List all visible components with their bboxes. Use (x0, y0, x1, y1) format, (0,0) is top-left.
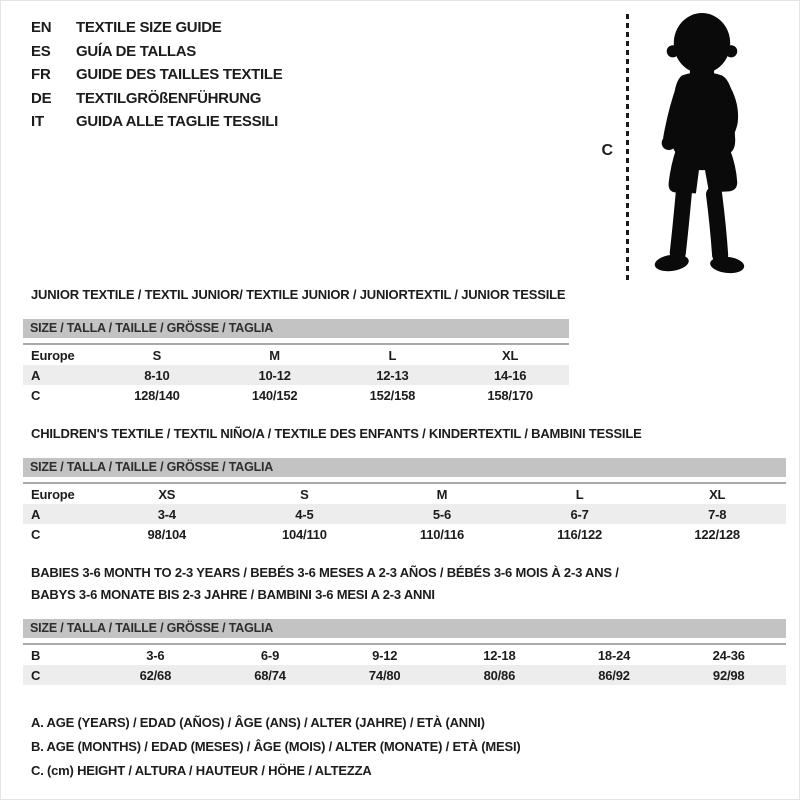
row-label: Europe (31, 486, 75, 502)
row-label: A (31, 506, 41, 522)
language-title: TEXTILGRÖßENFÜHRUNG (76, 89, 262, 107)
toddler-silhouette-icon (641, 9, 769, 281)
height-dashed-line (626, 14, 629, 280)
table-row (23, 385, 569, 405)
row-label: B (31, 647, 41, 663)
size-cell: 92/98 (712, 667, 745, 683)
size-cell: 6-9 (260, 647, 280, 663)
size-cell: 14-16 (494, 367, 527, 383)
size-table (23, 643, 786, 685)
table-row (23, 665, 786, 685)
size-cell: 158/170 (487, 387, 533, 403)
section-heading-line2: BABYS 3-6 MONATE BIS 2-3 JAHRE / BAMBINI 3-6 MESI A 2-3 ANNI (31, 587, 435, 602)
language-code: DE (31, 89, 52, 107)
size-cell: 98/104 (147, 526, 187, 542)
row-label: C (31, 667, 41, 683)
section-junior-textile (23, 287, 569, 405)
size-cell: 8-10 (144, 367, 170, 383)
size-cell: 4-5 (295, 506, 314, 522)
size-cell: 128/140 (134, 387, 180, 403)
size-cell: M (269, 347, 280, 363)
size-table (23, 482, 786, 544)
size-cell: XS (158, 486, 176, 502)
row-label: C (31, 387, 41, 403)
section-childrens-textile (23, 426, 786, 544)
height-measure-label: C (601, 142, 613, 159)
language-row (31, 16, 282, 40)
language-title: GUIDE DES TAILLES TEXTILE (76, 66, 283, 84)
size-cell: 116/122 (557, 526, 603, 542)
footnote: C. (cm) HEIGHT / ALTURA / HAUTEUR / HÖHE / ALTEZZA (31, 763, 372, 778)
size-header-bar: SIZE / TALLA / TAILLE / GRÖSSE / TAGLIA (23, 458, 786, 477)
size-cell: XL (502, 347, 519, 363)
size-header-bar: SIZE / TALLA / TAILLE / GRÖSSE / TAGLIA (23, 319, 569, 338)
language-code: FR (31, 66, 51, 84)
language-code: EN (31, 19, 52, 37)
table-row (23, 504, 786, 524)
size-cell: 80/86 (483, 667, 516, 683)
section-babies (23, 565, 786, 685)
language-title: GUIDA ALLE TAGLIE TESSILI (76, 113, 278, 131)
size-cell: 3-4 (157, 506, 176, 522)
size-cell: S (152, 347, 162, 363)
footnote: A. AGE (YEARS) / EDAD (AÑOS) / ÂGE (ANS) / ALTER (JAHRE) / ETÀ (ANNI) (31, 715, 485, 730)
size-cell: 68/74 (254, 667, 286, 683)
size-cell: L (575, 486, 584, 502)
section-heading: CHILDREN'S TEXTILE / TEXTIL NIÑO/A / TEXTILE DES ENFANTS / KINDERTEXTIL / BAMBINI TESSILE (31, 426, 642, 441)
size-cell: 3-6 (146, 647, 165, 663)
size-cell: 110/116 (419, 526, 465, 542)
row-label: A (31, 367, 41, 383)
section-heading: BABIES 3-6 MONTH TO 2-3 YEARS / BEBÉS 3-6 MESES A 2-3 AÑOS / BÉBÉS 3-6 MOIS À 2-3 ANS / (31, 565, 619, 580)
language-code: ES (31, 42, 51, 60)
language-title-list (31, 16, 282, 134)
size-cell: 152/158 (369, 387, 416, 403)
size-cell: 18-24 (597, 647, 631, 663)
table-row (23, 365, 569, 385)
section-heading: JUNIOR TEXTILE / TEXTIL JUNIOR/ TEXTILE JUNIOR / JUNIORTEXTIL / JUNIOR TESSILE (31, 287, 566, 302)
size-cell: 10-12 (258, 367, 291, 383)
size-cell: M (436, 486, 448, 502)
language-row (31, 40, 282, 64)
language-row (31, 63, 282, 87)
footnote: B. AGE (MONTHS) / EDAD (MESES) / ÂGE (MOIS) / ALTER (MONATE) / ETÀ (MESI) (31, 739, 521, 754)
size-cell: 24-36 (712, 647, 745, 663)
height-figure (601, 9, 769, 285)
language-code: IT (31, 113, 44, 131)
size-header-bar: SIZE / TALLA / TAILLE / GRÖSSE / TAGLIA (23, 619, 786, 638)
table-row (23, 524, 786, 544)
table-row (23, 345, 569, 365)
row-label: C (31, 526, 41, 542)
size-cell: 86/92 (598, 667, 630, 683)
size-cell: 12-18 (483, 647, 516, 663)
size-cell: 122/128 (694, 526, 740, 542)
language-title: TEXTILE SIZE GUIDE (76, 19, 222, 37)
row-label: Europe (31, 347, 75, 363)
table-row (23, 484, 786, 504)
size-table (23, 343, 569, 405)
size-cell: 140/152 (251, 387, 298, 403)
size-cell: S (300, 486, 309, 502)
footnotes (31, 711, 786, 783)
size-cell: XL (709, 486, 726, 502)
size-cell: 62/68 (139, 667, 172, 683)
size-cell: 7-8 (708, 506, 727, 522)
size-cell: L (388, 347, 397, 363)
size-tables (23, 287, 786, 783)
language-title: GUÍA DE TALLAS (76, 42, 196, 60)
language-row (31, 87, 282, 111)
size-cell: 9-12 (372, 647, 398, 663)
size-cell: 104/110 (281, 526, 327, 542)
size-cell: 6-7 (570, 506, 589, 522)
size-cell: 12-13 (376, 367, 409, 383)
size-cell: 5-6 (432, 506, 452, 522)
table-row (23, 645, 786, 665)
language-row (31, 110, 282, 134)
size-cell: 74/80 (368, 667, 401, 683)
